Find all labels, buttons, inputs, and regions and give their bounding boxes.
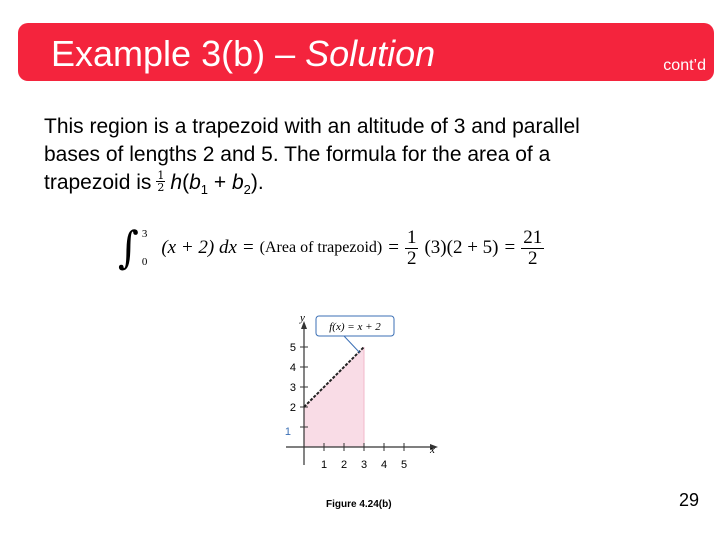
integral-sign-icon: ∫ <box>118 222 139 274</box>
result-denominator: 2 <box>527 247 538 269</box>
formula-plus: + <box>208 171 232 194</box>
equals-2: = <box>388 237 399 258</box>
formula-sub2: 2 <box>243 182 251 198</box>
product-term: (3)(2 + 5) <box>424 237 499 258</box>
figure-caption: Figure 4.24(b) <box>326 499 392 510</box>
formula-b2: b <box>231 171 244 194</box>
half-denominator: 2 <box>406 247 417 269</box>
formula-sub1: 1 <box>200 182 208 198</box>
result-fraction <box>521 228 544 269</box>
x-tick-2: 2 <box>340 459 348 471</box>
half-numerator: 1 <box>406 226 417 248</box>
y-tick-5: 5 <box>289 342 296 354</box>
x-tick-1: 1 <box>320 459 328 471</box>
x-tick-3: 3 <box>360 459 368 471</box>
slide-title <box>51 33 435 75</box>
x-tick-4: 4 <box>380 459 388 471</box>
title-bar <box>18 23 714 81</box>
fraction-denominator: 2 <box>157 180 165 194</box>
text-line-3-prefix: trapezoid is <box>44 171 152 194</box>
title-italic: Solution <box>305 33 436 74</box>
page-number: 29 <box>679 490 700 510</box>
x-axis-label: x <box>430 444 435 456</box>
y-tick-1: 1 <box>284 426 291 438</box>
integral-equation <box>118 220 588 272</box>
formula-open: ( <box>182 171 190 194</box>
text-line-3 <box>44 169 704 204</box>
function-label: f(x) = x + 2 <box>329 321 381 333</box>
title-main: Example 3(b) – <box>51 33 306 74</box>
integral-limits <box>142 220 148 276</box>
shaded-trapezoid <box>304 347 364 447</box>
y-axis-label: y <box>300 312 305 324</box>
label-leader-line <box>344 336 360 353</box>
continued-label: cont’d <box>663 57 706 74</box>
y-tick-3: 3 <box>289 382 296 394</box>
formula-close: ). <box>250 171 264 194</box>
body-paragraph <box>44 113 704 204</box>
y-tick-2: 2 <box>289 402 296 414</box>
equals-3: = <box>504 237 516 258</box>
formula-b1: b <box>189 171 201 194</box>
x-tick-5: 5 <box>400 459 408 471</box>
text-line-2: bases of lengths 2 and 5. The formula for the area of a <box>44 143 551 166</box>
half-fraction <box>156 170 165 193</box>
result-numerator: 21 <box>523 226 543 248</box>
upper-limit: 3 <box>141 228 148 240</box>
equals-1: = <box>242 237 254 258</box>
text-line-1: This region is a trapezoid with an altitude of 3 and parallel <box>44 115 580 138</box>
one-half-fraction <box>405 228 419 269</box>
integrand: (x + 2) dx <box>161 237 237 258</box>
fraction-numerator: 1 <box>157 168 165 182</box>
formula-h: h <box>170 171 183 194</box>
y-tick-4: 4 <box>289 362 296 374</box>
lower-limit: 0 <box>141 256 148 268</box>
area-of-trapezoid: (Area of trapezoid) <box>259 239 383 256</box>
trapezoid-graph <box>270 305 450 475</box>
